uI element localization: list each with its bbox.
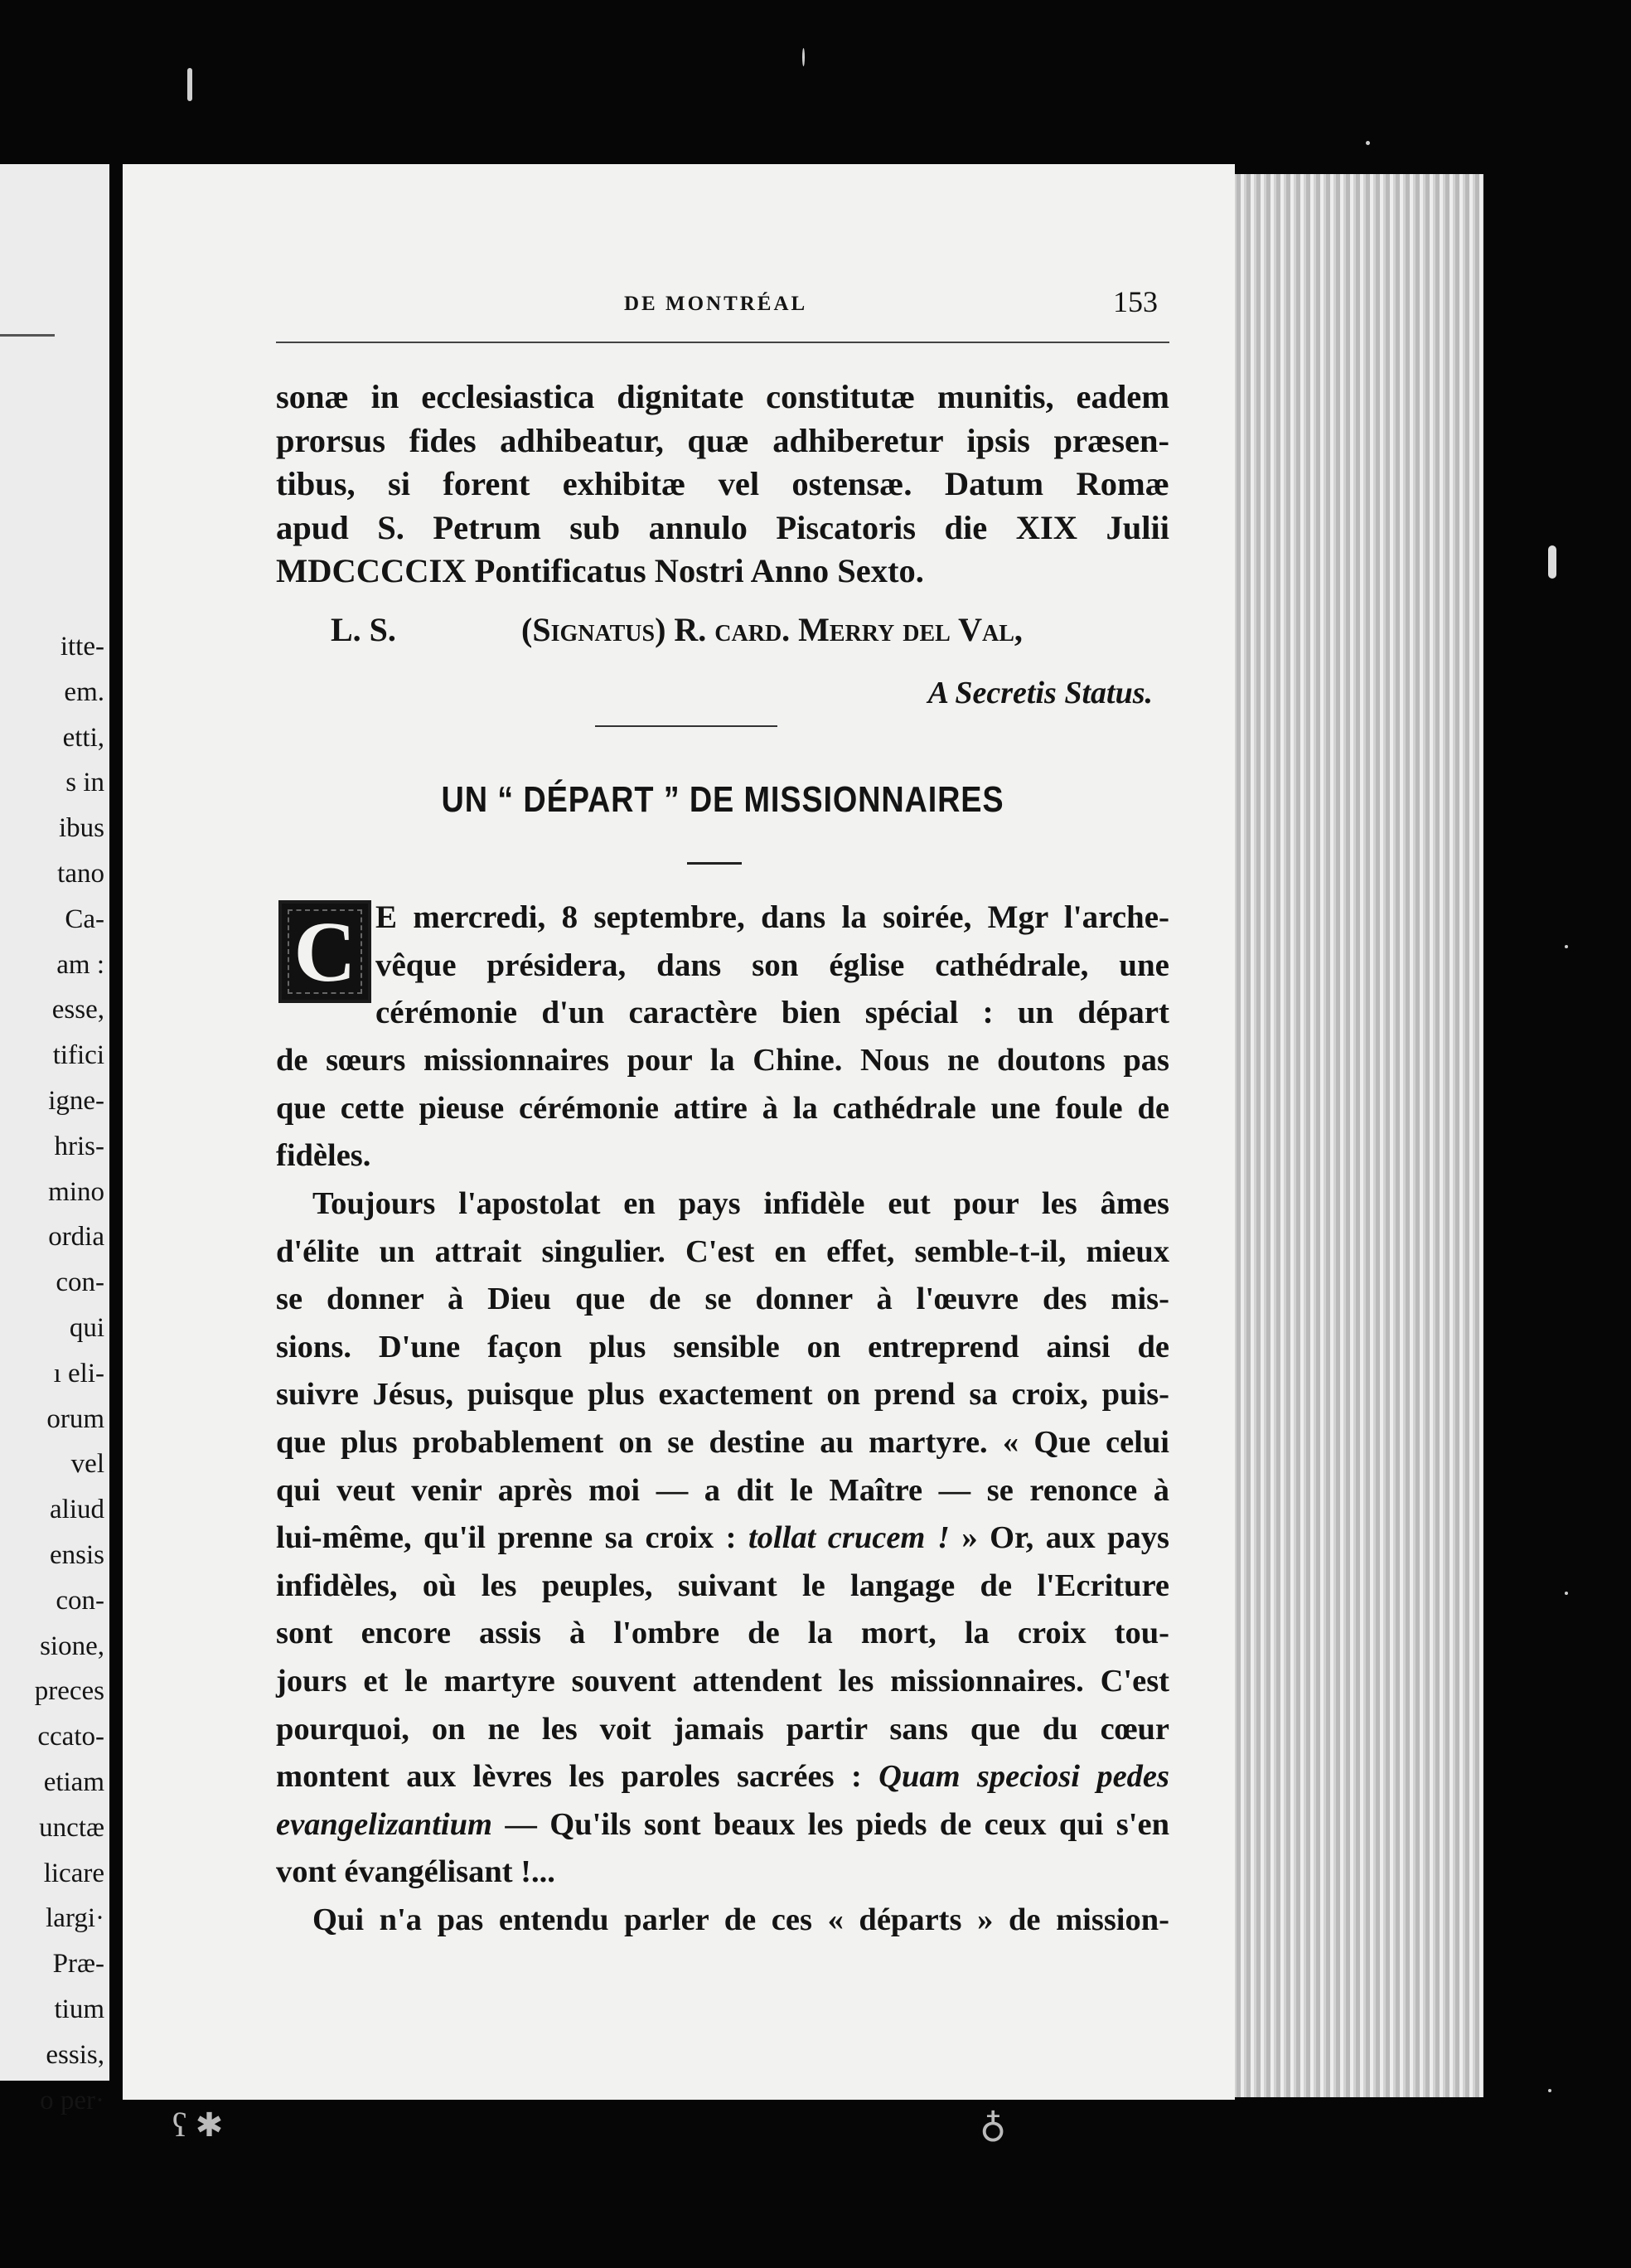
- text-line: cérémonie d'un caractère bien spécial : un départ: [375, 995, 1169, 1030]
- title-divider: [687, 862, 742, 865]
- text-line: tibus, si forent exhibitæ vel ostensæ. Datum Romæ: [276, 465, 1169, 503]
- fragment: essis,: [46, 2039, 104, 2070]
- paragraph-2: [276, 1180, 1169, 1945]
- text-run: — Qu'ils sont beaux les pieds de ceux qui s'en: [491, 1806, 1169, 1842]
- fragment: qui: [69, 1312, 104, 1343]
- film-mark: ♁: [980, 2105, 1007, 2145]
- fragment: s in: [65, 768, 104, 798]
- fragment: ibus: [58, 813, 104, 844]
- drop-cap: C: [278, 900, 371, 1003]
- text-line: qui veut venir après moi — a dit le Maître — se renonce à: [276, 1472, 1169, 1508]
- fragment: unctæ: [39, 1812, 104, 1843]
- fragment: ccato-: [37, 1722, 104, 1752]
- fragment: esse,: [51, 995, 104, 1025]
- text-line: vont évangélisant !...: [276, 1854, 555, 1890]
- dust-speck: [1366, 141, 1370, 145]
- book-page-stack: [1227, 174, 1483, 2097]
- fragment: orum: [46, 1403, 104, 1434]
- italic-quote: Quam speciosi pedes: [878, 1759, 1169, 1795]
- dust-speck: [1548, 545, 1556, 579]
- header-rule: [276, 342, 1169, 343]
- text-line: infidèles, où les peuples, suivant le langage de l'Ecriture: [276, 1568, 1169, 1603]
- text-line: MDCCCCIX Pontificatus Nostri Anno Sexto.: [276, 552, 924, 590]
- fragment: tium: [54, 1994, 104, 2024]
- text-run: » Or, aux pays: [949, 1520, 1169, 1556]
- text-line: pourquoi, on ne les voit jamais partir sans que du cœur: [276, 1711, 1169, 1747]
- text-line: Qui n'a pas entendu parler de ces « départs » de mission-: [312, 1902, 1169, 1937]
- text-line: apud S. Petrum sub annulo Piscatoris die XIX Julii: [276, 508, 1169, 546]
- text-line: prorsus fides adhibeatur, quæ adhiberetur ipsis præsen-: [276, 421, 1169, 459]
- text-line: se donner à Dieu que de se donner à l'œuvre des mis-: [276, 1282, 1169, 1317]
- text-line: que plus probablement on se destine au martyre. « Que celui: [276, 1424, 1169, 1460]
- fragment: tifici: [52, 1040, 104, 1071]
- main-page: [123, 164, 1235, 2100]
- text-line: vêque présidera, dans son église cathédrale, une: [375, 947, 1169, 983]
- fragment: aliud: [50, 1495, 104, 1525]
- paragraph-1-opening: [375, 894, 1169, 1037]
- seal-mark: L. S.: [331, 611, 396, 648]
- text-line: jours et le martyre souvent attendent les missionnaires. C'est: [276, 1663, 1169, 1699]
- article-title: UN “ DÉPART ” DE MISSIONNAIRES: [441, 779, 1004, 820]
- running-head: [276, 284, 1169, 321]
- fragment: largi·: [46, 1903, 104, 1934]
- fragment: mino: [48, 1176, 104, 1207]
- text-line: E mercredi, 8 septembre, dans la soirée, Mgr l'arche-: [375, 899, 1169, 935]
- fragment: con-: [56, 1585, 104, 1616]
- fragment: itte-: [60, 632, 104, 662]
- fragment: etiam: [43, 1766, 104, 1797]
- running-head-title: DE MONTRÉAL: [624, 293, 808, 315]
- film-mark: ʕ ✱: [172, 2106, 224, 2144]
- signatory-role: A Secretis Status.: [927, 676, 1153, 710]
- fragment: ensis: [50, 1539, 104, 1570]
- paragraph-1-rest: [276, 1037, 1169, 1180]
- fragment: em.: [64, 676, 104, 707]
- left-page-text-fragments: [35, 624, 104, 2123]
- section-divider: [595, 725, 777, 727]
- text-run: montent aux lèvres les paroles sacrées :: [276, 1759, 879, 1795]
- fragment: am :: [56, 949, 104, 980]
- text-line: d'élite un attrait singulier. C'est en effet, semble-t-il, mieux: [276, 1233, 1169, 1269]
- left-page-header-rule: [0, 334, 55, 337]
- italic-quote: tollat crucem !: [748, 1520, 950, 1556]
- signatory: (Signatus) R. card. Merry del Val,: [521, 611, 1023, 648]
- text-line: [276, 1801, 1169, 1849]
- fragment: o per·: [40, 2085, 104, 2115]
- signature-line: [276, 610, 1169, 660]
- fragment: licare: [43, 1858, 104, 1888]
- fragment: sione,: [40, 1631, 104, 1661]
- left-facing-page: [0, 164, 109, 2115]
- fragment: hris-: [54, 1131, 104, 1161]
- text-line: sont encore assis à l'ombre de la mort, la croix tou-: [276, 1616, 1169, 1651]
- text-line: fidèles.: [276, 1138, 371, 1174]
- text-line: de sœurs missionnaires pour la Chine. Nous ne doutons pas: [276, 1043, 1169, 1078]
- text-line: suivre Jésus, puisque plus exactement on prend sa croix, puis-: [276, 1377, 1169, 1413]
- fragment: ordia: [48, 1222, 104, 1253]
- text-line: sions. D'une façon plus sensible on entreprend ainsi de: [276, 1329, 1169, 1364]
- fragment: preces: [34, 1676, 104, 1707]
- fragment: Præ-: [52, 1949, 104, 1980]
- dust-speck: [187, 68, 192, 101]
- dust-speck: [1565, 1592, 1568, 1595]
- fragment: Ca-: [65, 904, 104, 934]
- fragment: vel: [70, 1449, 104, 1480]
- text-line: Toujours l'apostolat en pays infidèle eut pour les âmes: [312, 1186, 1169, 1221]
- fragment: tano: [57, 858, 104, 889]
- dust-speck: [802, 48, 805, 66]
- fragment: ı eli-: [53, 1358, 104, 1388]
- fragment: igne-: [48, 1085, 104, 1116]
- dust-speck: [1565, 945, 1568, 948]
- text-line: que cette pieuse cérémonie attire à la cathédrale une foule de: [276, 1090, 1169, 1126]
- latin-paragraph: [276, 376, 1169, 594]
- italic-quote: evangelizantium: [276, 1806, 492, 1842]
- fragment: etti,: [62, 722, 104, 753]
- text-line: [276, 1514, 1169, 1563]
- text-run: lui-même, qu'il prenne sa croix :: [276, 1520, 748, 1556]
- fragment: con-: [56, 1267, 104, 1298]
- text-line: [276, 1753, 1169, 1801]
- dust-speck: [1548, 2089, 1551, 2092]
- text-line: sonæ in ecclesiastica dignitate constitutæ munitis, eadem: [276, 378, 1169, 415]
- page-number: 153: [1113, 285, 1158, 318]
